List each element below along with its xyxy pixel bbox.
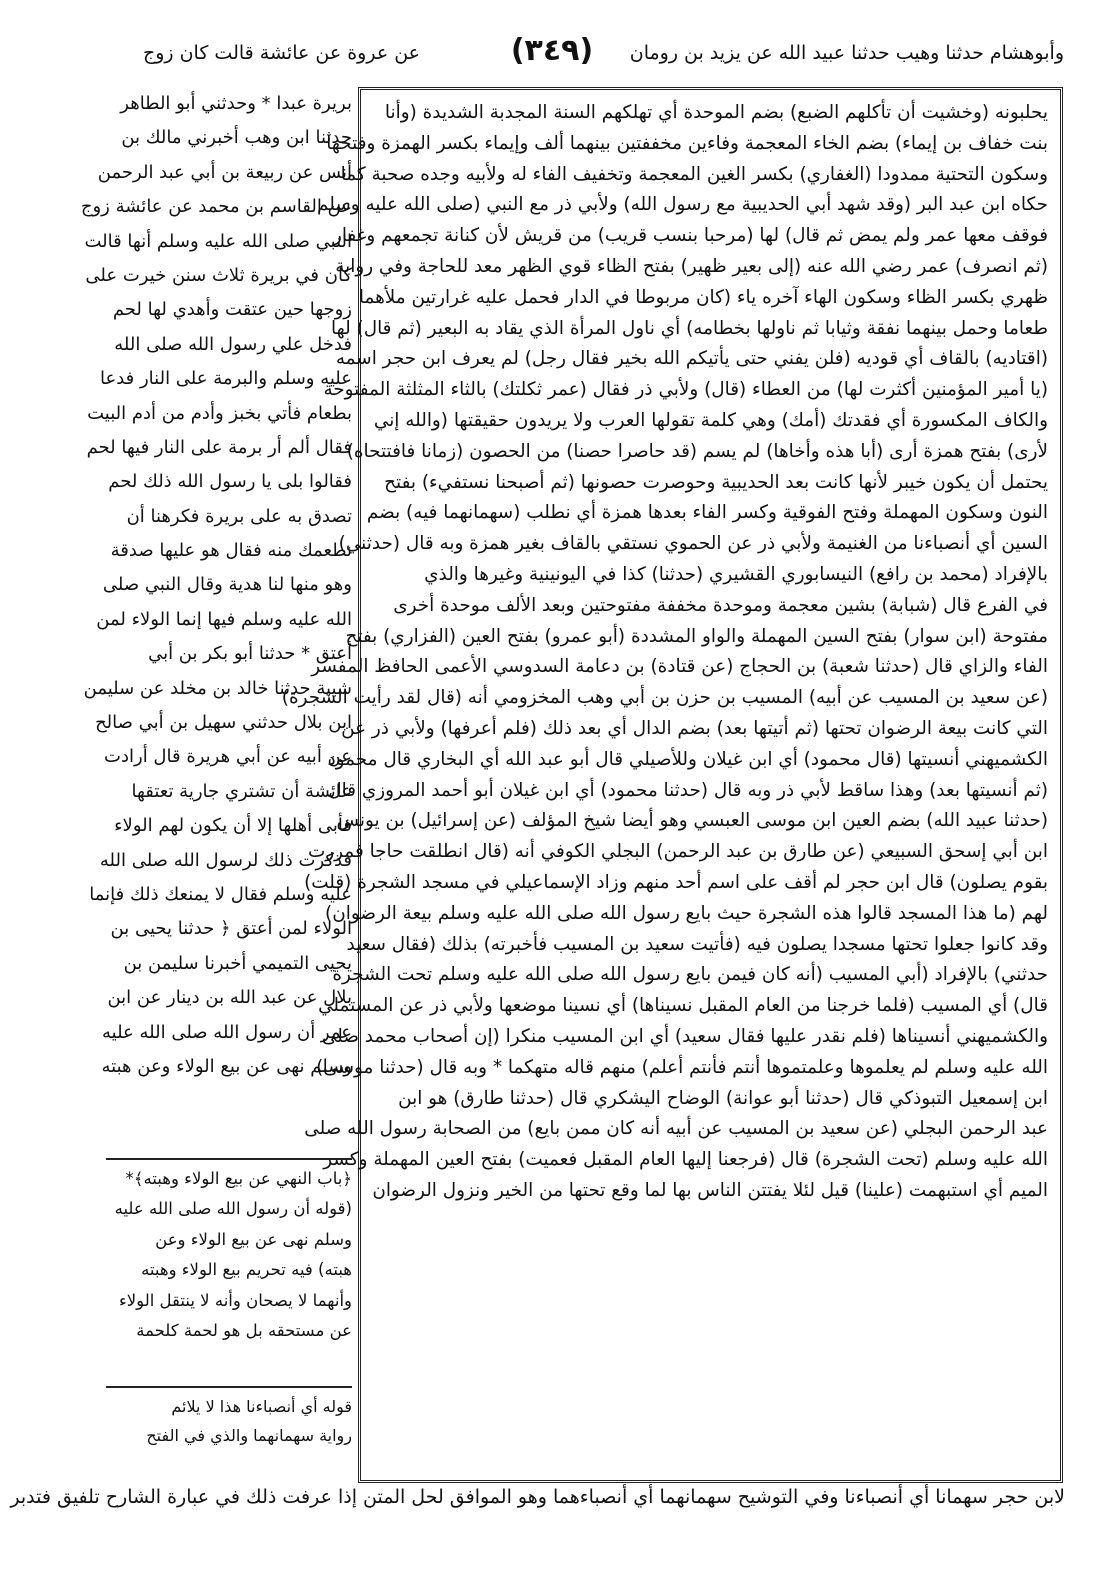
commentary-line: وسكون التحتية ممدودا (الغفاري) بكسر الغين المعجمة وتخفيف الفاء له ولأبيه وجده صحبة كما [340, 163, 1048, 185]
hadith-line: فذكرت ذلك لرسول الله صلى الله [99, 849, 352, 871]
commentary-line: بنت خفاف بن إيماء) بضم الخاء المعجمة وفاءين مخففتين بينهما ألف وإيماء بكسر الهمزة وفتحها [326, 132, 1048, 154]
commentary-line: مفتوحة (ابن سوار) بفتح السين المهملة والواو المشددة (أبو عمرو) بفتح العين (الفزاري) بفتح [345, 625, 1048, 647]
commentary-line: قال) أي المسيب (فلما خرجنا من العام المقبل نسيناها) أي نسينا موضعها ولأبي ذر عن المستملي [318, 995, 1048, 1017]
footnote-line: قوله أي أنصباءنا هذا لا يلائم [171, 1397, 352, 1416]
commentary-line: النون وسكون المهملة وفتح الفوقية وكسر الفاء بعدها همزة أي نطلب (سهمانهما فيه) بضم [366, 502, 1048, 524]
header-left-text: عن عروة عن عائشة قالت كان زوج [142, 42, 420, 64]
hadith-line: وسلم نهى عن بيع الولاء وعن هبته [101, 1055, 352, 1077]
commentary-line: يحلبونه (وخشيت أن تأكلهم الضبع) بضم الموحدة أي تهلكهم السنة المجدبة الشديدة (وأنا [384, 102, 1048, 123]
note-line: هبته) فيه تحريم بيع الولاء وهبته [141, 1260, 352, 1280]
commentary-line: فوقف معها عمر ولم يمض ثم قال) لها (مرحبا بنسب قريب) من قريش لأن كنانة تجمعهم وغفار [332, 225, 1048, 247]
hadith-line: الله عليه وسلم فيها إنما الولاء لمن [96, 608, 352, 630]
commentary-line: الله عليه وسلم لم يعلموها وعلمتموها أنتم فأنتم أعلم) منهم قاله متهكما * وبه قال (حدثنا موسى) [316, 1056, 1048, 1078]
commentary-line: بقوم يصلون) قال ابن حجر لم أقف على اسم أحد منهم وزاد الإسماعيلي في مسجد الشجرة (قلت) [304, 871, 1048, 893]
bottom-continuation-line: لابن حجر سهمانا أي أنصباءنا وفي التوشيح سهمانهما أي أنصباءهما وهو الموافق لحل المتن إذا عرفت ذلك في عبارة الشارح تلفيق فتدبر [10, 1486, 1065, 1508]
hadith-line: ابن بلال حدثني سهيل بن أبي صالح [95, 712, 352, 734]
hadith-line: عليه وسلم فقال لا يمنعك ذلك فإنما [89, 883, 352, 905]
hadith-line: أنس عن ربيعة بن أبي عبد الرحمن [97, 161, 352, 183]
commentary-line: (عن سعيد بن المسيب عن أبيه) المسيب بن حزن بن أبي وهب المخزومي أنه (قال لقد رأيت الشجرة) [281, 687, 1048, 709]
note-line: وسلم نهى عن بيع الولاء وعن [155, 1229, 352, 1249]
commentary-line: بالإفراد (محمد بن رافع) النيسابوري القشيري (حدثنا) كذا في اليونينية وغيرها والذي [424, 563, 1048, 585]
commentary-line: والكشميهني أنسيناها (فلم نقدر عليها فقال سعيد) أي ابن المسيب منكرا (إن أصحاب محمد صلى [321, 1025, 1048, 1047]
commentary-line: لهم (ما هذا المسجد قالوا هذه الشجرة حيث بايع رسول الله صلى الله عليه وسلم بيعة الرضوان) [325, 902, 1048, 924]
hadith-line: تصدق به على بريرة فكرهنا أن [126, 505, 352, 527]
hadith-line: يحيى التميمي أخبرنا سليمن بن [123, 952, 352, 974]
hadith-line: كان في بريرة ثلاث سنن خيرت على [85, 264, 352, 286]
hadith-line: وهو منها لنا هدية وقال النبي صلى [102, 574, 352, 596]
hadith-text-column [80, 87, 352, 1084]
hadith-line: حدثنا ابن وهب أخبرني مالك بن [121, 127, 352, 149]
footnote [106, 1386, 352, 1450]
commentary-line: ظهري بكسر الظاء وسكون الهاء آخره ياء (كان مربوطا في الدار فحمل عليه غرارتين ملأهما [358, 286, 1048, 308]
commentary-line: يحتمل أن يكون خيبر لأنها كانت بعد الحديبية وحوصرت حصونها (ثم أصبحنا نستفيء) بفتح [384, 471, 1048, 493]
header-right-text: وأبوهشام حدثنا وهيب حدثنا عبيد الله عن يزيد بن رومان [629, 42, 1064, 64]
commentary-line: (اقتاديه) بالقاف أي قوديه (فلن يفني حتى يأتيكم الله بخير فقال رجل) لم يعرف ابن حجر اسمه [335, 348, 1048, 370]
page-header [60, 28, 1064, 82]
note-line: ﴿باب النهي عن بيع الولاء وهبته﴾* [125, 1169, 352, 1188]
hadith-line: فدخل علي رسول الله صلى الله [114, 333, 352, 355]
hadith-line: أعتق * حدثنا أبو بكر بن أبي [148, 643, 352, 665]
note-line: (قوله أن رسول الله صلى الله عليه [114, 1199, 352, 1219]
commentary-line: ابن إسمعيل التبوذكي قال (حدثنا أبو عوانة) الوضاح اليشكري قال (حدثنا طارق) هو ابن [398, 1087, 1048, 1109]
commentary-line: ابن أبي إسحق السبيعي (عن طارق بن عبد الرحمن) البجلي الكوفي أنه (قال انطلقت حاجا فمررت [307, 841, 1048, 863]
commentary-line: الله عليه وسلم (تحت الشجرة) قال (فرجعنا إليها العام المقبل فعميت) بفتح العين المهملة وكسر [323, 1149, 1048, 1171]
commentary-line: الكشميهني أنسيتها (قال محمود) أي ابن غيلان وللأصيلي قال أبو عبد الله أي البخاري قال محمود [327, 748, 1048, 770]
commentary-line: (ثم انصرف) عمر رضي الله عنه (إلى بعير ظهير) بفتح الظاء قوي الظهر معد للحاجة وفي رواية [335, 255, 1048, 277]
commentary-line: السين أي أنصباءنا من الغنيمة ولأبي ذر عن الحموي نستقي بالقاف بغير همزة وبه قال (حدثني) [338, 533, 1048, 555]
commentary-line: (ثم أنسيتها بعد) وهذا ساقط لأبي ذر وبه قال (حدثنا محمود) أي ابن غيلان أبو أحمد المروزي قال [328, 779, 1048, 801]
hadith-line: عمر أن رسول الله صلى الله عليه [102, 1021, 352, 1043]
hadith-line: الولاء لمن أعتق ﴿ حدثنا يحيى بن [110, 918, 352, 940]
commentary-line: والكاف المكسورة أي فقدتك (أمك) وهي كلمة تقولها العرب ولا يريدون حقيقتها (والله إني [373, 409, 1048, 431]
hadith-line: عائشة أن تشتري جارية تعتقها [131, 780, 352, 802]
note-line: عن مستحقه بل هو لحمة كلحمة [136, 1320, 352, 1340]
hadith-line: عليه وسلم والبرمة على النار فدعا [99, 368, 352, 390]
commentary-line: حكاه ابن عبد البر (وقد شهد أبي الحديبية مع رسول الله) ولأبي ذر مع النبي (صلى الله عليه وسلم [317, 194, 1048, 216]
nawawi-note [106, 1158, 352, 1346]
hadith-line: بريرة عبدا * وحدثني أبو الطاهر [120, 93, 352, 114]
hadith-line: بلال عن عبد الله بن دينار عن ابن [107, 987, 352, 1009]
hadith-line: عن أبيه عن أبي هريرة قال أرادت [104, 746, 352, 768]
commentary-line: حدثني) بالإفراد (أبي المسيب (أنه كان فيمن بايع رسول الله صلى الله عليه وسلم تحت الشجرة [332, 964, 1048, 986]
hadith-line: فقال ألم أر برمة على النار فيها لحم [86, 436, 352, 458]
note-line: وأنهما لا يصحان وأنه لا ينتقل الولاء [119, 1290, 352, 1310]
commentary-line: الفاء والزاي قال (حدثنا شعبة) بن الحجاج (عن قتادة) بن دعامة السدوسي الأعمى الحافظ المفسر [311, 656, 1048, 678]
commentary-line: لأرى) بفتح همزة أرى (أبا هذه وأخاها) لم يسم (قد حاصرا حصنا) من الحصون (زمانا فافتتحاه) [346, 440, 1048, 462]
hadith-line: بطعام فأتي بخبز وأدم من أدم البيت [87, 402, 352, 424]
commentary-line: التي كانت بيعة الرضوان تحتها (ثم أتيتها بعد) بضم الدال أي بعد ذلك (فلم أعرفها) ولأبي ذر عن [341, 717, 1048, 739]
commentary-line: في الفرع قال (شبابة) بشين معجمة وموحدة مخففة مفتوحتين وبعد الألف موحدة أخرى [393, 594, 1048, 616]
page-number: (٣٤٩) [510, 33, 594, 68]
commentary-line: عبد الرحمن البجلي (عن سعيد بن المسيب عن أبيه أنه كان ممن بايع) من الصحابة رسول الله صلى [304, 1118, 1048, 1140]
hadith-line: فقالوا بلى يا رسول الله ذلك لحم [108, 471, 352, 493]
hadith-line: عن القاسم بن محمد عن عائشة زوج [80, 196, 352, 218]
commentary-line: طعاما وحمل بينهما نفقة وثيابا ثم ناولها بخطامه) أي ناول المرأة الذي يقاد به البعير (ثم قال) لها [331, 317, 1048, 339]
hadith-line: زوجها حين عتقت وأهدي لها لحم [112, 299, 352, 321]
hadith-line: نطعمك منه فقال هو عليها صدقة [110, 540, 352, 562]
commentary-line: الميم أي استبهمت (علينا) قيل لئلا يفتتن الناس بها لما وقع تحتها من الخير ونزول الرضوان [372, 1179, 1048, 1201]
hadith-line: شيبة حدثنا خالد بن مخلد عن سليمن [83, 677, 352, 699]
commentary-line: (حدثنا عبيد الله) بضم العين ابن موسى العبسي وهو أيضا شيخ المؤلف (عن إسرائيل) بن يونس [336, 810, 1048, 832]
hadith-line: فأبى أهلها إلا أن يكون لهم الولاء [114, 815, 352, 837]
commentary-column [281, 87, 1063, 1483]
hadith-line: النبي صلى الله عليه وسلم أنها قالت [84, 230, 352, 252]
commentary-line: وقد كانوا جعلوا تحتها مسجدا يصلون فيه (فأتيت سعيد بن المسيب فأخبرته) بذلك (فقال سعيد [346, 933, 1048, 955]
commentary-line: (يا أمير المؤمنين أكثرت لها) من العطاء (قال) ولأبي ذر فقال (عمر ثكلتك) بالثاء المثلثة المفتوحة [323, 379, 1048, 401]
footnote-line: رواية سهمانهما والذي في الفتح [146, 1426, 352, 1445]
